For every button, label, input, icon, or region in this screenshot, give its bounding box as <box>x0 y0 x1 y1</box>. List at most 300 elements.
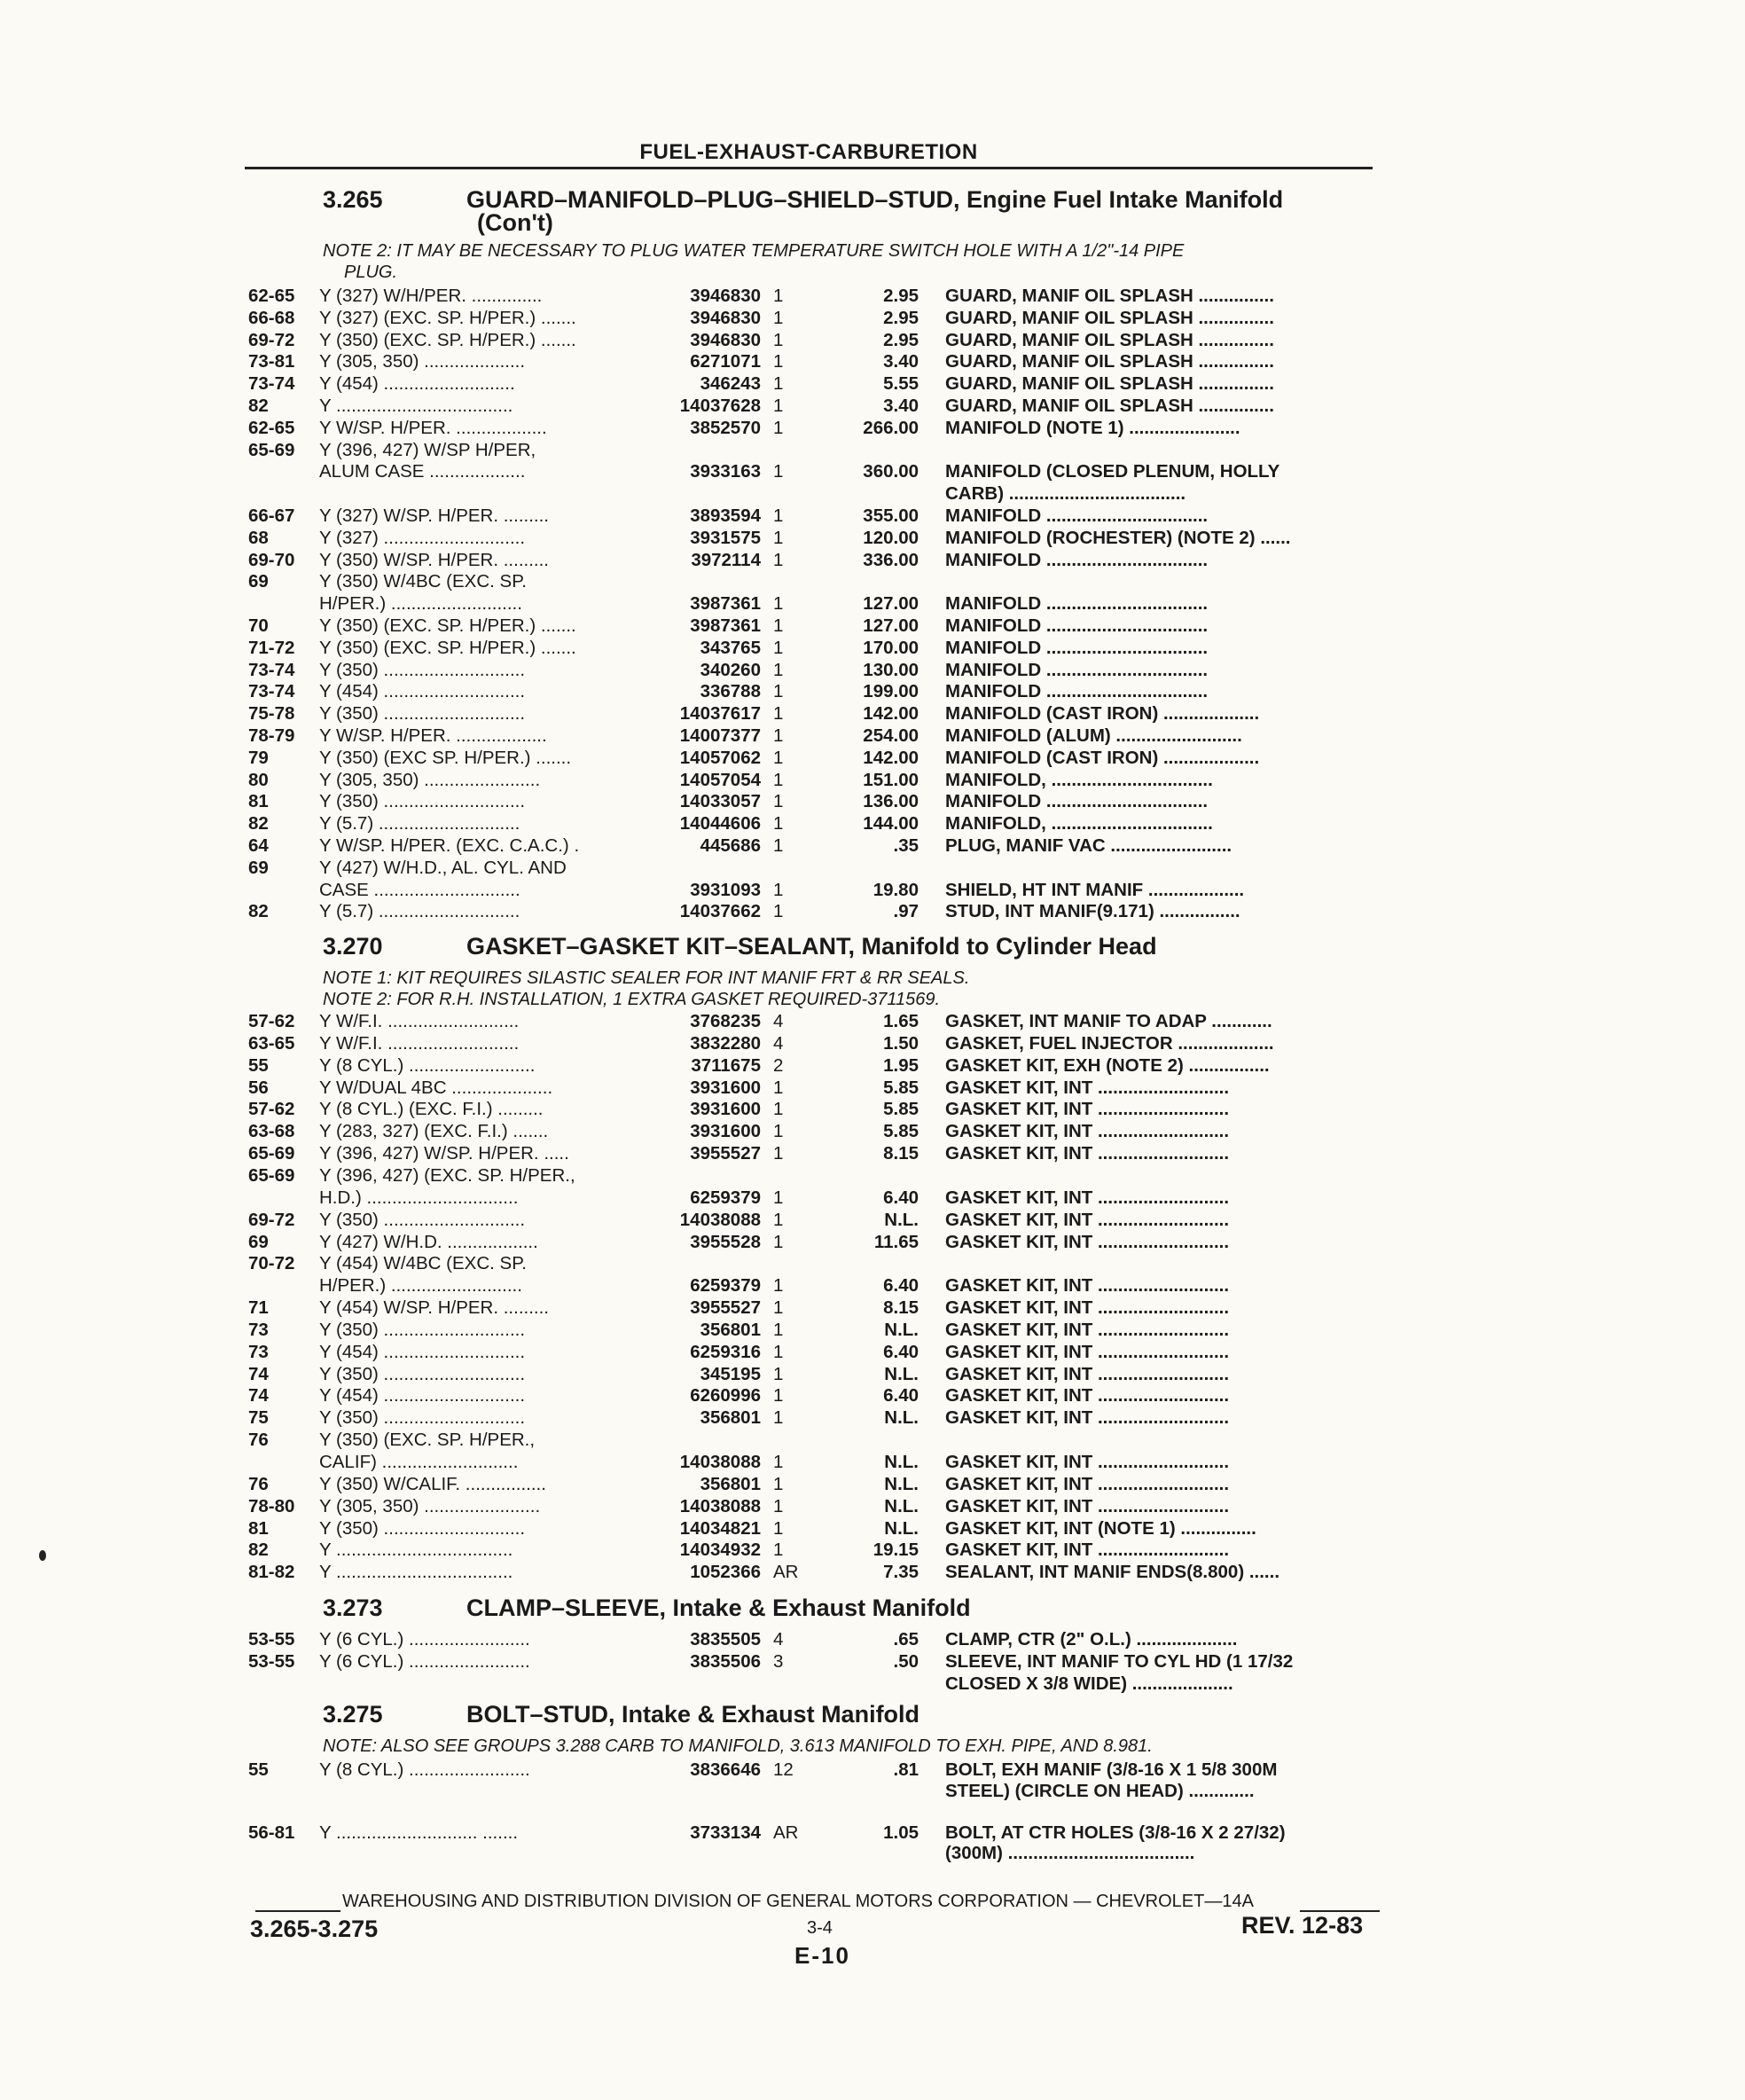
model-years: 74 <box>248 1385 269 1406</box>
list-price: 8.15 <box>883 1297 919 1318</box>
application: Y W/F.I. .......................... <box>319 1011 520 1031</box>
model-years: 73-74 <box>248 373 295 394</box>
part-number: 3931575 <box>690 528 761 548</box>
quantity: 1 <box>773 1518 784 1539</box>
application: Y (396, 427) W/SP H/PER, <box>319 440 536 460</box>
application: Y (427) W/H.D. .................. <box>319 1232 538 1252</box>
description: GASKET KIT, INT (NOTE 1) ............... <box>945 1518 1256 1539</box>
part-number: 3946830 <box>690 330 761 350</box>
quantity: 1 <box>773 1099 784 1119</box>
model-years: 74 <box>248 1364 269 1384</box>
description: GASKET KIT, INT .......................... <box>945 1474 1230 1494</box>
application: Y (327) (EXC. SP. H/PER.) ....... <box>319 308 576 328</box>
model-years: 63-68 <box>248 1121 295 1141</box>
list-price: 170.00 <box>863 638 919 658</box>
footer-revision: REV. 12-83 <box>1241 1912 1364 1939</box>
list-price: 1.50 <box>883 1033 919 1054</box>
application: Y ................................... <box>319 1540 513 1560</box>
section-note: NOTE 2: FOR R.H. INSTALLATION, 1 EXTRA GASKET REQUIRED-3711569. <box>323 990 941 1009</box>
list-price: 6.40 <box>883 1275 919 1296</box>
part-number: 345195 <box>700 1364 761 1384</box>
footer-code: E-10 <box>794 1942 850 1969</box>
model-years: 81-82 <box>248 1562 295 1582</box>
list-price: 19.80 <box>872 880 919 900</box>
description: SHIELD, HT INT MANIF ................... <box>945 880 1245 900</box>
application: Y (350) (EXC SP. H/PER.) ....... <box>319 748 572 768</box>
description: GASKET KIT, INT .......................... <box>945 1099 1230 1119</box>
model-years: 78-79 <box>248 725 295 746</box>
description: GASKET, INT MANIF TO ADAP ............ <box>945 1011 1272 1031</box>
part-number: 3733134 <box>690 1822 761 1843</box>
quantity: 1 <box>773 1275 784 1296</box>
model-years: 70-72 <box>248 1253 295 1273</box>
list-price: N.L. <box>884 1364 919 1384</box>
description: MANIFOLD ................................ <box>945 550 1209 570</box>
application: Y (350) ............................ <box>319 1364 526 1384</box>
list-price: 6.40 <box>883 1342 919 1362</box>
model-years: 69-70 <box>248 550 295 570</box>
part-number: 445686 <box>700 835 761 856</box>
quantity: 1 <box>773 1210 784 1230</box>
quantity: 1 <box>773 835 784 856</box>
description: GASKET KIT, INT .......................... <box>945 1540 1230 1560</box>
description: SEALANT, INT MANIF ENDS(8.800) ...... <box>945 1562 1280 1582</box>
footer-page-number: 3-4 <box>807 1918 833 1938</box>
list-price: 2.95 <box>883 308 919 328</box>
application: Y (6 CYL.) ........................ <box>319 1629 530 1649</box>
description: MANIFOLD ................................ <box>945 593 1209 614</box>
quantity: 1 <box>773 1385 784 1406</box>
model-years: 57-62 <box>248 1011 295 1031</box>
quantity: 1 <box>773 1232 784 1252</box>
part-number: 3931093 <box>690 880 761 900</box>
list-price: 336.00 <box>863 550 919 570</box>
list-price: 5.85 <box>883 1121 919 1141</box>
quantity: 1 <box>773 505 784 526</box>
model-years: 68 <box>248 528 269 548</box>
model-years: 76 <box>248 1474 269 1494</box>
application: Y W/SP. H/PER. (EXC. C.A.C.) . <box>319 835 580 856</box>
description: MANIFOLD (CAST IRON) ................... <box>945 748 1260 768</box>
list-price: 360.00 <box>863 461 919 482</box>
application: Y ................................... <box>319 1562 513 1582</box>
application: Y ................................... <box>319 396 513 416</box>
section-note: PLUG. <box>344 262 398 282</box>
list-price: 130.00 <box>863 660 919 680</box>
quantity: 1 <box>773 1342 784 1362</box>
application: Y (350) ............................ <box>319 791 526 811</box>
section-number: 3.270 <box>323 933 383 960</box>
description: MANIFOLD ................................ <box>945 505 1209 526</box>
part-number: 3893594 <box>690 505 761 526</box>
quantity: 1 <box>773 1540 784 1560</box>
list-price: 3.40 <box>883 351 919 372</box>
application: Y (8 CYL.) ......................... <box>319 1055 536 1076</box>
description: CARB) ................................... <box>945 483 1186 504</box>
application: Y (454) ............................ <box>319 681 526 701</box>
part-number: 6259379 <box>690 1187 761 1208</box>
description: GUARD, MANIF OIL SPLASH ............... <box>945 373 1274 394</box>
list-price: 142.00 <box>863 748 919 768</box>
quantity: AR <box>773 1562 799 1582</box>
application: Y (350) W/4BC (EXC. SP. <box>319 571 527 592</box>
section-heading <box>323 1595 971 1622</box>
description: GASKET KIT, INT .......................... <box>945 1143 1230 1164</box>
list-price: .50 <box>893 1651 919 1672</box>
quantity: 1 <box>773 1407 784 1428</box>
list-price: 127.00 <box>863 593 919 614</box>
list-price: 144.00 <box>863 813 919 834</box>
part-number: 3946830 <box>690 308 761 328</box>
application: Y W/DUAL 4BC .................... <box>319 1077 553 1098</box>
description: MANIFOLD, ................................ <box>945 813 1213 834</box>
description: CLOSED X 3/8 WIDE) .................... <box>945 1673 1233 1694</box>
part-number: 14037628 <box>679 396 761 416</box>
model-years: 62-65 <box>248 286 295 306</box>
application: CALIF) ........................... <box>319 1452 519 1472</box>
list-price: 120.00 <box>863 528 919 548</box>
part-number: 14057054 <box>679 770 761 790</box>
section-heading <box>323 186 1283 214</box>
description: GASKET KIT, INT .......................... <box>945 1364 1230 1384</box>
application: Y (327) ............................ <box>319 528 526 548</box>
quantity: 1 <box>773 593 784 614</box>
model-years: 65-69 <box>248 440 295 460</box>
list-price: N.L. <box>884 1518 919 1539</box>
list-price: 266.00 <box>863 418 919 438</box>
model-years: 73 <box>248 1320 269 1340</box>
header-rule <box>245 167 1373 169</box>
description: MANIFOLD ................................ <box>945 638 1209 658</box>
section-title: CLAMP–SLEEVE, Intake & Exhaust Manifold <box>466 1595 971 1621</box>
part-number: 356801 <box>700 1474 761 1494</box>
application: Y (305, 350) ....................... <box>319 1496 541 1516</box>
quantity: 1 <box>773 550 784 570</box>
application: Y (6 CYL.) ........................ <box>319 1651 530 1672</box>
model-years: 73 <box>248 1342 269 1362</box>
model-years: 82 <box>248 901 269 921</box>
quantity: 4 <box>773 1011 784 1031</box>
application: Y (350) (EXC. SP. H/PER.) ....... <box>319 615 576 636</box>
model-years: 71 <box>248 1297 269 1318</box>
model-years: 75 <box>248 1407 269 1428</box>
list-price: 11.65 <box>873 1232 919 1252</box>
description: GASKET KIT, INT .......................... <box>945 1275 1230 1296</box>
description: PLUG, MANIF VAC ........................ <box>945 835 1232 856</box>
description: SLEEVE, INT MANIF TO CYL HD (1 17/32 <box>945 1651 1294 1672</box>
model-years: 56 <box>248 1077 269 1098</box>
application: Y (305, 350) ....................... <box>319 770 541 790</box>
model-years: 69-72 <box>248 1210 295 1230</box>
application: H.D.) .............................. <box>319 1187 519 1208</box>
description: GASKET KIT, INT .......................... <box>945 1121 1230 1141</box>
list-price: 6.40 <box>883 1385 919 1406</box>
list-price: 136.00 <box>863 791 919 811</box>
part-number: 3955528 <box>690 1232 761 1252</box>
model-years: 55 <box>248 1759 269 1780</box>
quantity: 1 <box>773 638 784 658</box>
section-number: 3.265 <box>323 186 383 213</box>
application: Y (454) .......................... <box>319 373 515 394</box>
scan-mark <box>39 1550 46 1561</box>
model-years: 71-72 <box>248 638 295 658</box>
list-price: N.L. <box>884 1452 919 1472</box>
model-years: 63-65 <box>248 1033 295 1054</box>
part-number: 3955527 <box>690 1297 761 1318</box>
quantity: 1 <box>773 528 784 548</box>
part-number: 14037617 <box>679 703 761 724</box>
application: Y (283, 327) (EXC. F.I.) ....... <box>319 1121 549 1141</box>
list-price: 5.85 <box>883 1099 919 1119</box>
model-years: 78-80 <box>248 1496 295 1516</box>
section-note: NOTE: ALSO SEE GROUPS 3.288 CARB TO MANIFOLD, 3.613 MANIFOLD TO EXH. PIPE, AND 8.981. <box>323 1736 1153 1756</box>
quantity: 1 <box>773 1452 784 1472</box>
part-number: 3933163 <box>690 461 761 482</box>
list-price: N.L. <box>884 1320 919 1340</box>
application: Y (8 CYL.) ........................ <box>319 1759 530 1780</box>
quantity: 1 <box>773 748 784 768</box>
model-years: 56-81 <box>248 1822 295 1843</box>
application: Y (327) W/SP. H/PER. ......... <box>319 505 549 526</box>
section-number: 3.273 <box>323 1595 383 1621</box>
list-price: .97 <box>893 901 919 921</box>
application: Y (396, 427) W/SP. H/PER. ..... <box>319 1143 569 1164</box>
list-price: N.L. <box>884 1407 919 1428</box>
section-title: GASKET–GASKET KIT–SEALANT, Manifold to Cylinder Head <box>466 933 1157 960</box>
quantity: 1 <box>773 660 784 680</box>
description: GUARD, MANIF OIL SPLASH ............... <box>945 351 1274 372</box>
part-number: 3931600 <box>690 1121 761 1141</box>
part-number: 3987361 <box>690 593 761 614</box>
application: Y (454) W/SP. H/PER. ......... <box>319 1297 549 1318</box>
list-price: 142.00 <box>863 703 919 724</box>
application: Y W/SP. H/PER. .................. <box>319 725 547 746</box>
list-price: 254.00 <box>863 725 919 746</box>
description: GASKET KIT, INT .......................... <box>945 1187 1230 1208</box>
part-number: 340260 <box>700 660 761 680</box>
quantity: 4 <box>773 1629 784 1649</box>
description: MANIFOLD (NOTE 1) ...................... <box>945 418 1240 438</box>
list-price: N.L. <box>884 1210 919 1230</box>
model-years: 65-69 <box>248 1165 295 1186</box>
application: Y (350) ............................ <box>319 1407 526 1428</box>
application: Y W/F.I. .......................... <box>319 1033 520 1054</box>
quantity: 1 <box>773 813 784 834</box>
quantity: 1 <box>773 681 784 701</box>
description: MANIFOLD, ................................ <box>945 770 1213 790</box>
model-years: 55 <box>248 1055 269 1076</box>
part-number: 3987361 <box>690 615 761 636</box>
quantity: 1 <box>773 1364 784 1384</box>
list-price: 5.55 <box>883 373 919 394</box>
application: Y (305, 350) .................... <box>319 351 526 372</box>
description: MANIFOLD ................................ <box>945 791 1209 811</box>
description: GASKET, FUEL INJECTOR ................... <box>945 1033 1274 1054</box>
part-number: 3836646 <box>690 1759 761 1780</box>
description: (300M) ..................................... <box>945 1843 1195 1863</box>
application: Y (454) ............................ <box>319 1342 526 1362</box>
application: CASE ............................. <box>319 880 520 900</box>
application: ALUM CASE ................... <box>319 461 526 482</box>
description: GASKET KIT, EXH (NOTE 2) ................ <box>945 1055 1270 1076</box>
quantity: 1 <box>773 1474 784 1494</box>
quantity: 1 <box>773 351 784 372</box>
quantity: 1 <box>773 770 784 790</box>
list-price: .65 <box>893 1629 919 1649</box>
description: GASKET KIT, INT .......................... <box>945 1232 1230 1252</box>
part-number: 14044606 <box>679 813 761 834</box>
model-years: 70 <box>248 615 269 636</box>
model-years: 66-68 <box>248 308 295 328</box>
application: Y (396, 427) (EXC. SP. H/PER., <box>319 1165 575 1186</box>
description: MANIFOLD (ROCHESTER) (NOTE 2) ...... <box>945 528 1291 548</box>
model-years: 53-55 <box>248 1629 295 1649</box>
list-price: 1.65 <box>883 1011 919 1031</box>
model-years: 73-81 <box>248 351 295 372</box>
part-number: 6259379 <box>690 1275 761 1296</box>
description: MANIFOLD (CLOSED PLENUM, HOLLY <box>945 461 1280 482</box>
quantity: 1 <box>773 1121 784 1141</box>
footer-division: WAREHOUSING AND DISTRIBUTION DIVISION OF GENERAL MOTORS CORPORATION — CHEVROLET—14A <box>342 1892 1254 1911</box>
quantity: 1 <box>773 461 784 482</box>
section-heading <box>323 1701 919 1728</box>
description: GASKET KIT, INT .......................... <box>945 1342 1230 1362</box>
list-price: 355.00 <box>863 505 919 526</box>
list-price: N.L. <box>884 1474 919 1494</box>
application: Y (350) (EXC. SP. H/PER., <box>319 1430 536 1450</box>
model-years: 66-67 <box>248 505 295 526</box>
part-number: 3955527 <box>690 1143 761 1164</box>
section-note: NOTE 2: IT MAY BE NECESSARY TO PLUG WATER TEMPERATURE SWITCH HOLE WITH A 1/2"-14 PIPE <box>323 241 1185 261</box>
quantity: 1 <box>773 373 784 394</box>
list-price: .35 <box>893 835 919 856</box>
footer-group-range: 3.265-3.275 <box>250 1916 379 1942</box>
list-price: 1.05 <box>883 1822 919 1843</box>
list-price: 7.35 <box>883 1562 919 1582</box>
application: H/PER.) .......................... <box>319 593 522 614</box>
quantity: 1 <box>773 418 784 438</box>
description: CLAMP, CTR (2" O.L.) .................... <box>945 1629 1238 1649</box>
quantity: 3 <box>773 1651 784 1672</box>
list-price: 151.00 <box>863 770 919 790</box>
quantity: 1 <box>773 1143 784 1164</box>
model-years: 69 <box>248 571 269 592</box>
description: MANIFOLD (CAST IRON) ................... <box>945 703 1260 724</box>
part-number: 336788 <box>700 681 761 701</box>
description: STUD, INT MANIF(9.171) ................ <box>945 901 1240 921</box>
model-years: 53-55 <box>248 1651 295 1672</box>
section-title: BOLT–STUD, Intake & Exhaust Manifold <box>466 1701 920 1728</box>
part-number: 3972114 <box>691 550 761 570</box>
description: BOLT, EXH MANIF (3/8-16 X 1 5/8 300M <box>945 1759 1278 1780</box>
quantity: 1 <box>773 791 784 811</box>
application: Y (350) W/SP. H/PER. ......... <box>319 550 549 570</box>
model-years: 79 <box>248 748 269 768</box>
list-price: 6.40 <box>883 1187 919 1208</box>
application: Y (454) W/4BC (EXC. SP. <box>319 1253 527 1273</box>
description: GASKET KIT, INT .......................... <box>945 1385 1230 1406</box>
description: MANIFOLD (ALUM) ......................... <box>945 725 1242 746</box>
list-price: 199.00 <box>863 681 919 701</box>
section-note: NOTE 1: KIT REQUIRES SILASTIC SEALER FOR INT MANIF FRT & RR SEALS. <box>323 968 970 988</box>
description: GASKET KIT, INT .......................... <box>945 1297 1230 1318</box>
description: GASKET KIT, INT .......................... <box>945 1496 1230 1516</box>
list-price: .81 <box>893 1759 919 1780</box>
part-number: 14038088 <box>679 1452 761 1472</box>
part-number: 356801 <box>700 1320 761 1340</box>
model-years: 69-72 <box>248 330 295 350</box>
list-price: 127.00 <box>863 615 919 636</box>
list-price: 5.85 <box>883 1077 919 1098</box>
application: Y (5.7) ............................ <box>319 813 520 834</box>
application: Y (350) ............................ <box>319 660 526 680</box>
section-title-continued: (Con't) <box>477 209 553 236</box>
description: GASKET KIT, INT .......................... <box>945 1407 1230 1428</box>
application: Y (350) W/CALIF. ................ <box>319 1474 546 1494</box>
part-number: 356801 <box>700 1407 761 1428</box>
quantity: 1 <box>773 286 784 306</box>
model-years: 82 <box>248 1540 269 1560</box>
application: Y (350) (EXC. SP. H/PER.) ....... <box>319 638 576 658</box>
page-header-title: FUEL-EXHAUST-CARBURETION <box>639 140 978 164</box>
application: Y (5.7) ............................ <box>319 901 520 921</box>
footer-rule-left <box>255 1910 340 1912</box>
quantity: 1 <box>773 1187 784 1208</box>
section-title: GUARD–MANIFOLD–PLUG–SHIELD–STUD, Engine Fuel Intake Manifold <box>466 186 1284 213</box>
model-years: 73-74 <box>248 681 295 701</box>
quantity: 1 <box>773 308 784 328</box>
description: GUARD, MANIF OIL SPLASH ............... <box>945 396 1274 416</box>
application: Y (350) ............................ <box>319 703 526 724</box>
model-years: 75-78 <box>248 703 295 724</box>
model-years: 57-62 <box>248 1099 295 1119</box>
list-price: 2.95 <box>883 330 919 350</box>
model-years: 65-69 <box>248 1143 295 1164</box>
list-price: 8.15 <box>883 1143 919 1164</box>
model-years: 81 <box>248 1518 269 1539</box>
application: Y (427) W/H.D., AL. CYL. AND <box>319 858 567 878</box>
quantity: 1 <box>773 880 784 900</box>
description: GUARD, MANIF OIL SPLASH ............... <box>945 286 1274 306</box>
section-heading <box>323 933 1157 960</box>
quantity: 4 <box>773 1033 784 1054</box>
part-number: 14033057 <box>679 791 761 811</box>
part-number: 343765 <box>700 638 761 658</box>
quantity: 1 <box>773 1496 784 1516</box>
list-price: 2.95 <box>883 286 919 306</box>
description: MANIFOLD ................................ <box>945 615 1209 636</box>
part-number: 1052366 <box>690 1562 761 1582</box>
application: Y W/SP. H/PER. .................. <box>319 418 547 438</box>
list-price: N.L. <box>884 1496 919 1516</box>
quantity: 1 <box>773 1077 784 1098</box>
part-number: 14007377 <box>679 725 761 746</box>
model-years: 69 <box>248 1232 269 1252</box>
description: GUARD, MANIF OIL SPLASH ............... <box>945 330 1274 350</box>
list-price: 19.15 <box>872 1540 919 1560</box>
model-years: 80 <box>248 770 269 790</box>
part-number: 6259316 <box>690 1342 761 1362</box>
application: Y (350) ............................ <box>319 1210 526 1230</box>
part-number: 3832280 <box>690 1033 761 1054</box>
list-price: 1.95 <box>883 1055 919 1076</box>
application: Y ............................ ....... <box>319 1822 519 1843</box>
part-number: 3931600 <box>690 1077 761 1098</box>
model-years: 82 <box>248 396 269 416</box>
description: GASKET KIT, INT .......................... <box>945 1077 1230 1098</box>
quantity: 1 <box>773 396 784 416</box>
part-number: 14037662 <box>679 901 761 921</box>
